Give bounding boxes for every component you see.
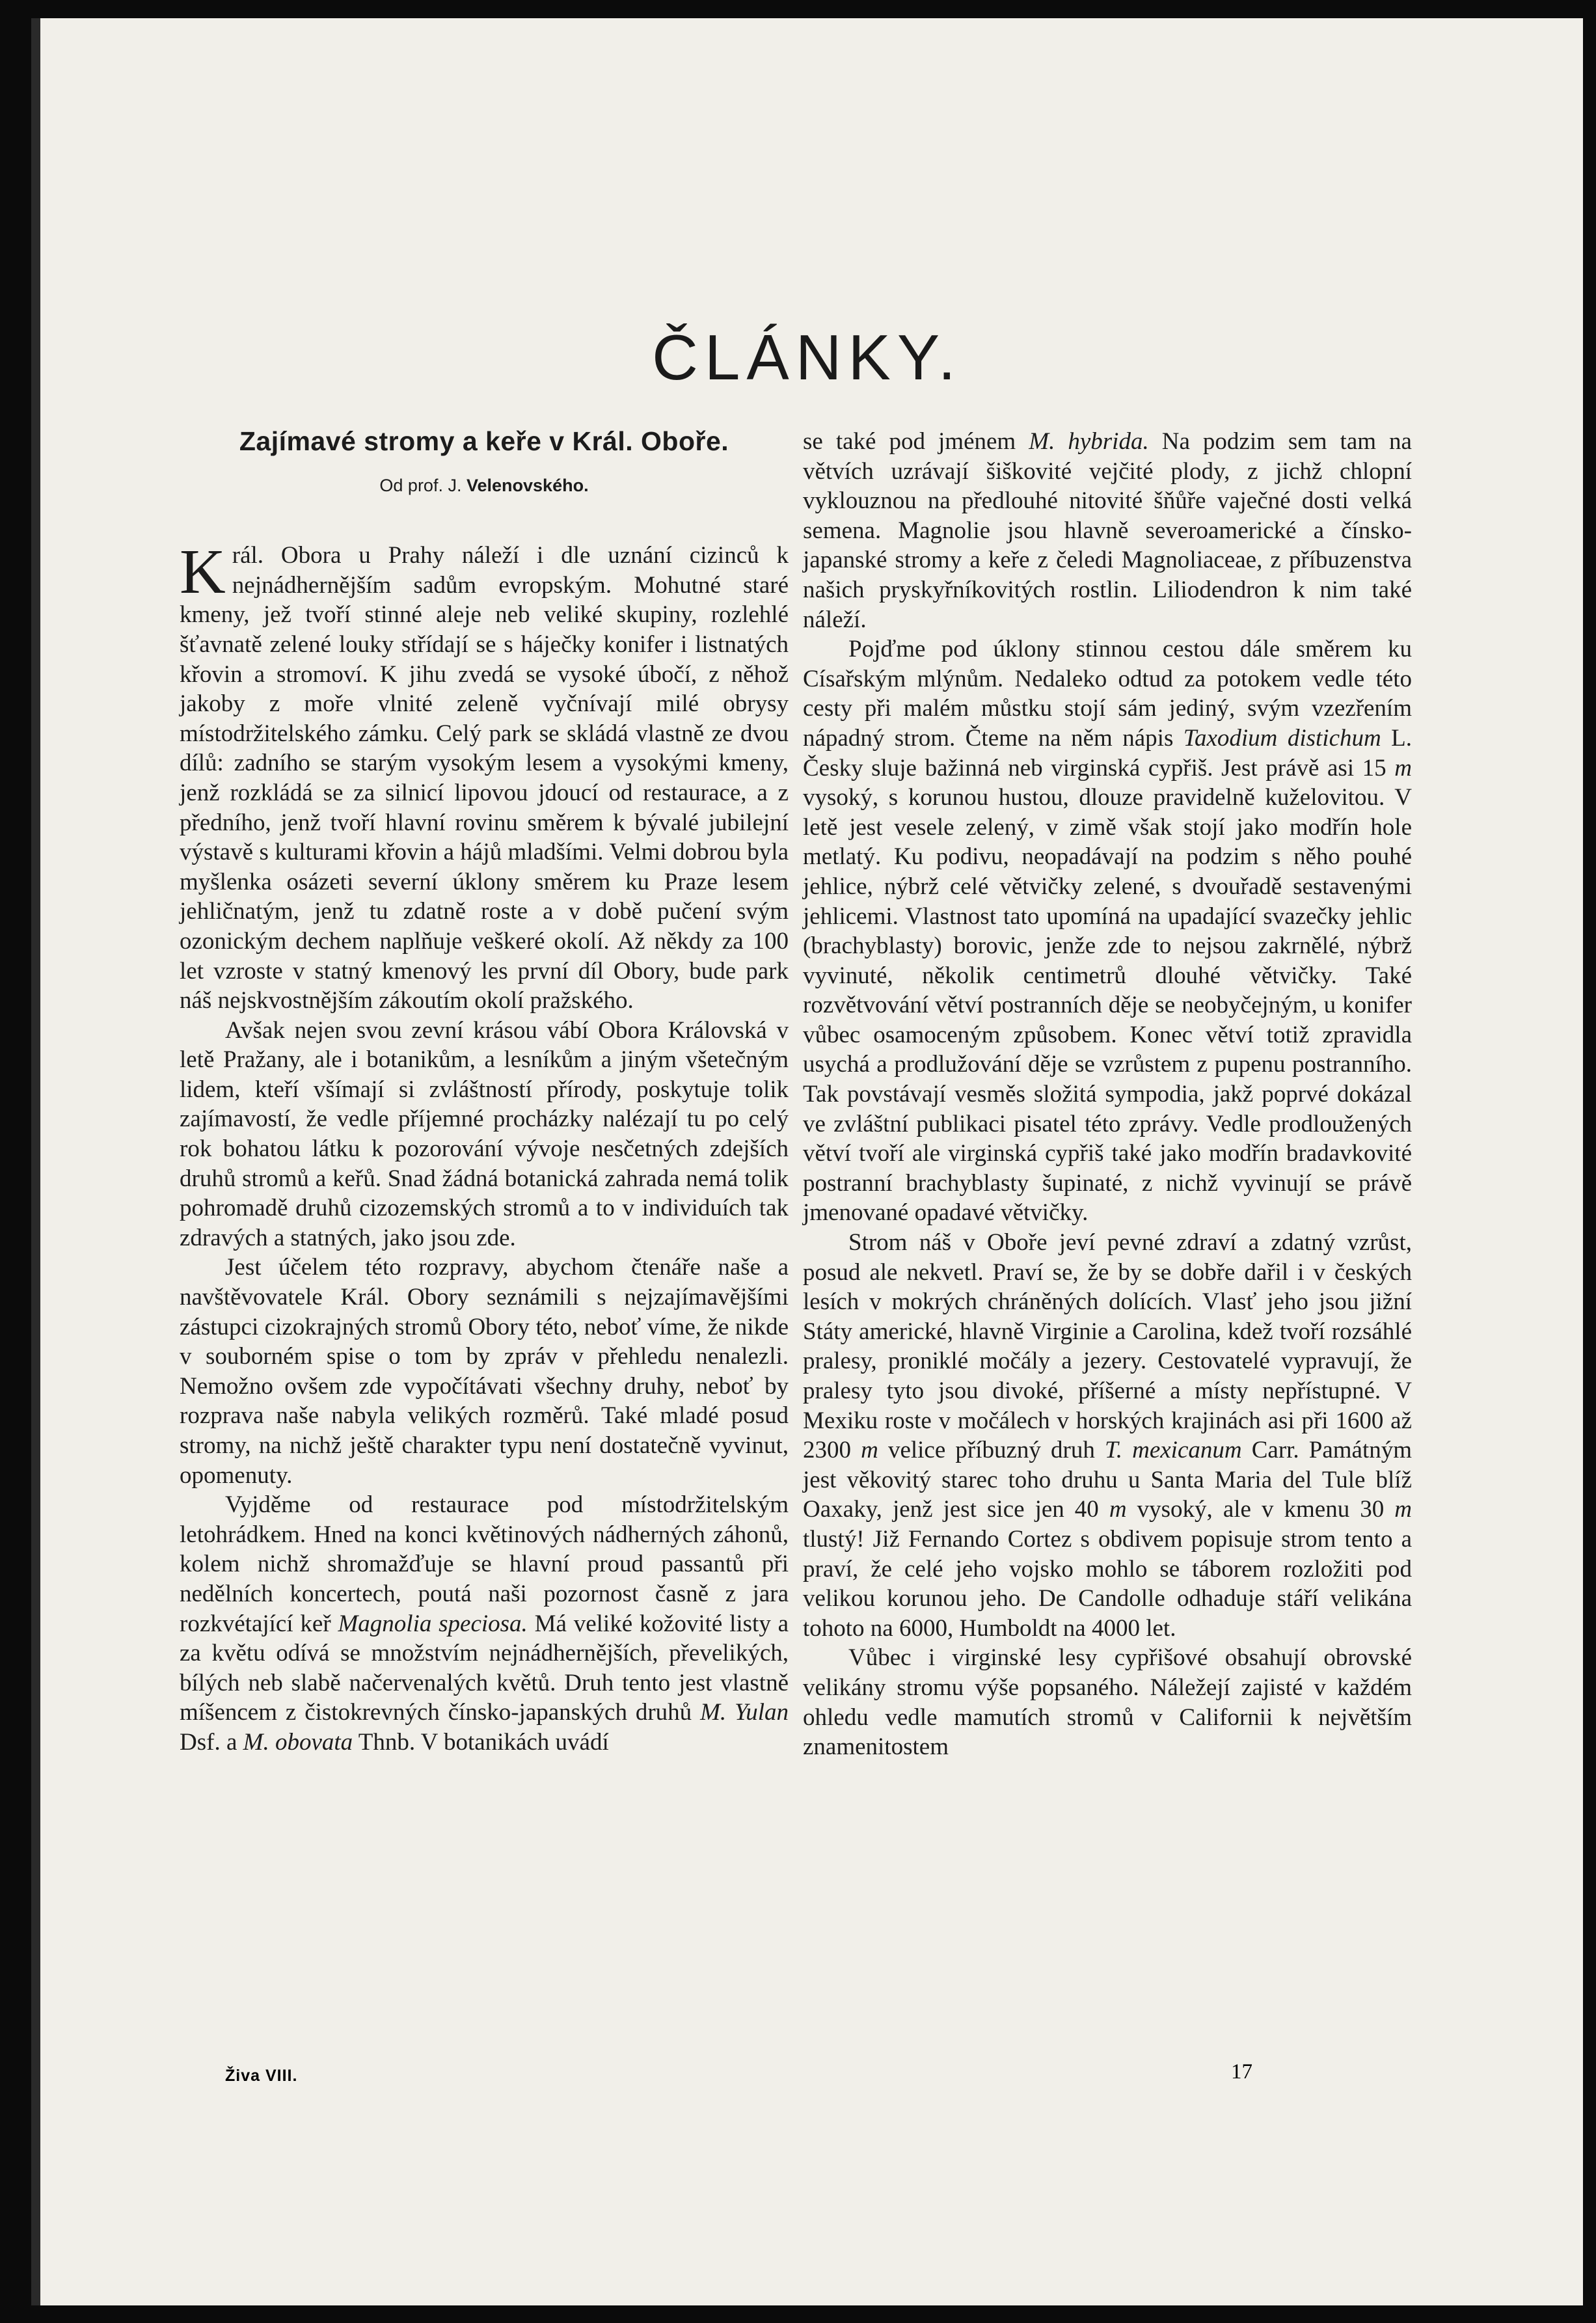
- left-column: [180, 427, 789, 1758]
- paragraph-7-text-a: Strom náš v Oboře jeví pevné zdraví a zdatný vzrůst, posud ale nekvetl. Praví se, že by se dobře dařil i v českých lesích v mokrých chráněných dolících. Vlasť jeho jsou jižní Státy americké, hlavně Virginie a Carolina, kdež tvoří rozsáhlé pralesy, proniklé močály a jezery. Cestovatelé vypravují, že pralesy tyto jsou divoké, příšerné a místy nepřístupné. V Mexiku roste v močálech v horských krajinách asi při 1600 až 2300: [803, 1229, 1412, 1464]
- paragraph-1-text: rál. Obora u Prahy náleží i dle uznání cizinců k nejnádhernějším sadům evropským. Mohutné staré kmeny, jež tvoří stinné aleje neb veliké skupiny, rozlehlé šťavnatě zelené louky střídají se s háječky konifer i listnatých křovin a stromoví. K jihu zvedá se vysoké úbočí, z něhož jakoby z moře vlnité zeleně vyčnívají milé obrysy místodržitelského zámku. Celý park se skládá vlastně ze dvou dílů: zadního se starým vysokým lesem a vysokými kmeny, jenž rozkládá se za silnicí lipovou jdoucí od restaurace, a z předního, jenž tvoří hlavní rovinu směrem k bývalé jubilejní výstavě s kulturami křovin a hájů mladšími. Velmi dobrou byla myšlenka osázeti severní úklony směrem ku Praze lesem jehličnatým, jenž tu zdatně roste a v době pučení svým ozonickým dechem naplňuje veškeré okolí. Až někdy za 100 let vzroste v statný kmenový les první díl Obory, bude park náš nejskvostnějším zákoutím okolí pražského.: [180, 542, 789, 1014]
- article-byline: [180, 471, 789, 501]
- paragraph-7-text-b: velice příbuzný druh: [887, 1437, 1095, 1464]
- species-m-obovata: M. obovata: [243, 1728, 353, 1756]
- paragraph-1: [180, 537, 789, 1016]
- paragraph-4-text-a: Vyjděme od restaurace pod místodržitelským letohrádkem. Hned na konci květinových nádherných záhonů, kolem nichž shromažďuje se hlavní proud passantů při nedělních koncertech, poutá naši pozornost časně z jara rozkvétající keř: [180, 1491, 789, 1637]
- paragraph-4-text-c: Dsf. a: [180, 1728, 237, 1756]
- paragraph-7-text-c: Carr. Památným jest věkovitý starec toho druhu u Santa Maria del Tule blíž Oaxaky, jenž jest sice jen 40: [803, 1437, 1413, 1523]
- paragraph-4-text-b: Má veliké kožovité listy a za květu odívá se množstvím nejnádhernějších, převelikých, bílých neb slabě načervenalých květů. Druh tento jest vlastně míšencem z čistokrevných čínsko-japanských druhů: [180, 1610, 789, 1726]
- unit-meter: m: [1394, 1496, 1413, 1523]
- scanned-page: [31, 18, 1583, 2305]
- article-title: Zajímavé stromy a keře v Král. Oboře.: [239, 426, 729, 456]
- unit-meter: m: [861, 1437, 878, 1464]
- section-heading: ČLÁNKY.: [652, 321, 962, 393]
- paragraph-2: Avšak nejen svou zevní krásou vábí Obora Královská v letě Pražany, ale i botanikům, a lesníkům a jiným všetečným lidem, kteří všímají si zvláštností přírody, poskytuje tolik zajímavostí, že vedle příjemné procházky nalézají tu po celý rok bohatou látku k pozorování vývoje nesčetných zdejších druhů stromů a keřů. Snad žádná botanická zahrada nemá tolik pohromadě druhů cizozemských stromů a to v individuích tak zdravých a statných, jako jsou zde.: [180, 1016, 789, 1251]
- journal-footer: Živa VIII.: [225, 2067, 298, 2085]
- author-name: Velenovského.: [466, 475, 589, 495]
- right-column: [803, 427, 1412, 1762]
- page-number: 17: [1231, 2060, 1252, 2084]
- paragraph-7-text-e: tlustý! Již Fernando Cortez s obdivem popisuje strom tento a praví, že celé jeho vojsko mohlo se táborem rozložiti pod velikou korunou jeho. De Candolle odhaduje stáří velikána tohoto na 6000, Humboldt na 4000 let.: [803, 1525, 1412, 1642]
- unit-meter: m: [1109, 1496, 1127, 1523]
- species-t-mexicanum: T. mexicanum: [1104, 1437, 1242, 1464]
- paragraph-6-text-b: L. Česky sluje bažinná neb virginská cypřiš. Jest právě asi 15: [803, 724, 1413, 781]
- drop-cap: K: [180, 537, 226, 608]
- paragraph-6-text-c: vysoký, s korunou hustou, dlouze pravidelně kuželovitou. V letě jest vesele zelený, v zimě však stojí jako modřín hole metlatý. Ku podivu, neopadávají na podzim s něho pouhé jehlice, nýbrž celé větvičky zelené, s dvouřadě sestavenými jehlicemi. Vlastnost tato upomíná na upadající svazečky jehlic (brachyblasty) borovic, jenže zde to nejsou zakrnělé, nýbrž vyvinuté, několik centimetrů dlouhé větvičky. Také rozvětvování větví postranních děje se neobyčejným, u konifer vůbec osamoceným způsobem. Konec větví totiž zpravidla usychá a prodlužování děje se vzrůstem z pupenu postranního. Tak povstávají vesměs složitá sympodia, jakž poprvé dokázal ve zvláštní publikaci pisatel této zprávy. Vedle prodloužených větví tvoří ale virginská cypřiš také jako modřín bradavkovité postranní brachyblasty šupinaté, z nichž vyvinují se právě jmenované opadavé větvičky.: [803, 784, 1412, 1227]
- species-magnolia-speciosa: Magnolia speciosa.: [338, 1610, 528, 1637]
- paragraph-6: [803, 634, 1412, 1228]
- paragraph-5-text-b: Na podzim sem tam na větvích uzrávají šiškovité vejčité plody, z jichž chlopní vyklouznou na předlouhé nitovité šňůře vaječné dosti velká semena. Magnolie jsou hlavně severoamerické a čínsko-japanské stromy a keře z čeledi Magnoliaceae, z příbuzenstva našich pryskyřníkovitých rostlin. Liliodendron k nim také náleží.: [803, 428, 1412, 633]
- paragraph-7: [803, 1228, 1412, 1643]
- paragraph-5: [803, 427, 1412, 634]
- paragraph-8: Vůbec i virginské lesy cypřišové obsahují obrovské velikány stromu výše popsaného. Náležejí zajisté v každém ohledu vedle mamutích stromů v Californii k největším znamenitostem: [803, 1644, 1412, 1761]
- paragraph-5-text-a: se také pod jménem: [803, 428, 1016, 455]
- unit-meter: m: [1394, 754, 1412, 781]
- species-m-yulan: M. Yulan: [700, 1699, 789, 1726]
- paragraph-6-text-a: Pojďme pod úklony stinnou cestou dále směrem ku Císařským mlýnům. Nedaleko odtud za potokem vedle této cesty při malém můstku stojí sám jediný, svým vzezřením nápadný strom. Čteme na něm nápis: [803, 636, 1412, 752]
- paragraph-7-text-d: vysoký, ale v kmenu 30: [1137, 1496, 1385, 1523]
- paragraph-4-text-d: Thnb. V botanikách uvádí: [358, 1728, 609, 1756]
- paragraph-3: Jest účelem této rozpravy, abychom čtenáře naše a navštěvovatele Král. Obory seznámili s nejzajímavějšími zástupci cizokrajných stromů Obory této, neboť víme, že nikde v souborném spise o tom by zpráv v přehledu nenalezli. Nemožno ovšem zde vypočítávati všechny druhy, neboť by rozprava naše nabyla velikých rozměrů. Také mladé posud stromy, na nichž ještě charakter typu není dostatečně vyvinut, opomenuty.: [180, 1254, 789, 1489]
- species-taxodium-distichum: Taxodium distichum: [1183, 724, 1381, 752]
- species-m-hybrida: M. hybrida.: [1029, 428, 1149, 455]
- byline-prefix: Od prof. J.: [379, 475, 462, 495]
- paragraph-4: [180, 1490, 789, 1757]
